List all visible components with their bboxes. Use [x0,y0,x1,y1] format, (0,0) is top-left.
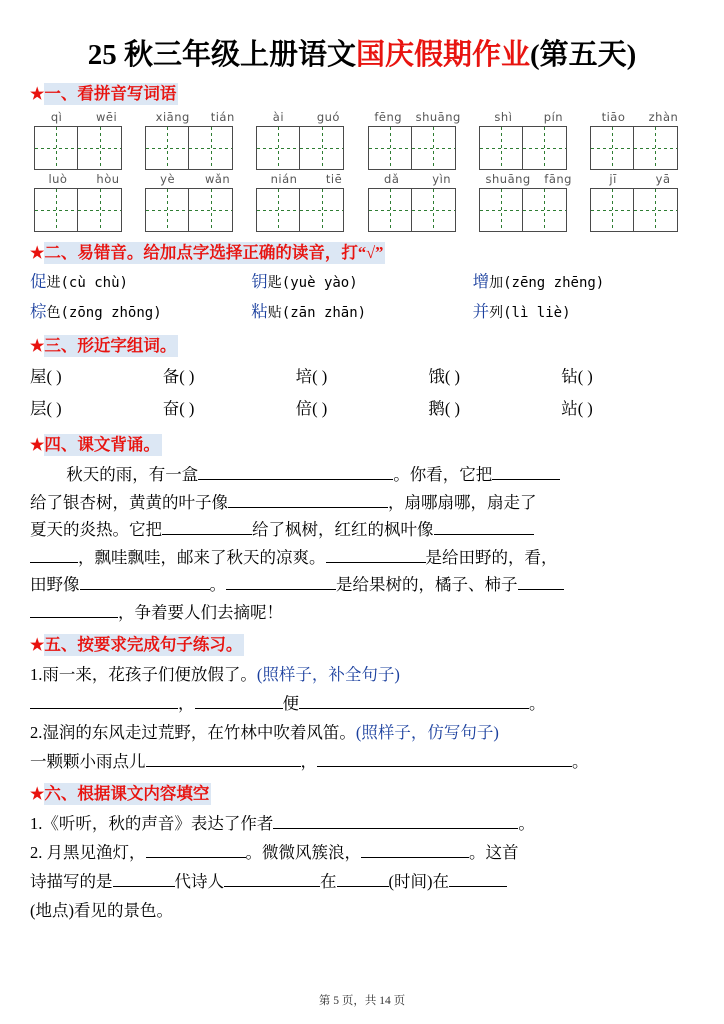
word-building-item[interactable]: 饿( ) [428,367,461,386]
pinyin-syllable: luò [48,172,68,186]
tianzi-box[interactable] [256,126,300,170]
pronunciation-row-2 [30,300,694,325]
pinyin-text [368,172,468,187]
target-char: 并 [472,302,490,321]
question-text: 雨一来，花孩子们便放假了。 [42,665,257,684]
pinyin-syllable: fāng [544,172,572,186]
pinyin-syllable: tiāo [601,110,626,124]
pinyin-text [145,172,245,187]
writing-boxes[interactable] [368,126,468,170]
tianzi-box[interactable] [590,126,634,170]
section-2-label: 二、易错音。给加点字选择正确的读音，打“√” [44,243,384,262]
writing-boxes[interactable] [590,188,690,232]
pinyin-syllable: xiāng [155,110,190,124]
target-char: 棕 [30,302,47,321]
pinyin-syllable: shuāng [415,110,461,124]
section-4-label: 四、课文背诵。 [44,435,160,454]
section-header-3 [30,335,694,358]
section-5-label: 五、按要求完成句子练习。 [44,635,243,654]
sentence-question-2 [30,719,694,746]
pronunciation-options[interactable]: 贴(zān zhān) [267,305,367,321]
pinyin-text [256,172,356,187]
recitation-text: 是给果树的，橘子、柿子 [336,575,518,594]
content-fill-2 [30,839,694,866]
answer-blank[interactable] [146,748,301,767]
pinyin-cell [368,172,468,232]
pinyin-syllable: shuāng [485,172,531,186]
section-header-5 [30,634,694,657]
writing-boxes[interactable] [34,126,134,170]
question-text: (时间)在 [388,872,449,891]
pinyin-text [145,110,245,125]
answer-punct: 。 [518,814,535,833]
target-char: 促 [30,272,47,291]
pinyin-syllable: jī [609,172,617,186]
pinyin-syllable: qì [50,110,63,124]
tianzi-box[interactable] [256,188,300,232]
answer-blank[interactable] [226,571,336,590]
answer-punct: 。 [529,694,546,713]
pinyin-syllable: yè [160,172,176,186]
tianzi-box[interactable] [634,188,678,232]
tianzi-box[interactable] [78,188,122,232]
answer-punct: ， [300,752,317,771]
pinyin-cell [34,172,134,232]
answer-blank[interactable] [113,868,175,887]
pinyin-syllable: pín [543,110,564,124]
tianzi-box[interactable] [34,126,78,170]
pinyin-cell [479,172,579,232]
pinyin-syllable: tiē [325,172,343,186]
pinyin-row-1 [30,110,694,170]
answer-blank[interactable] [162,516,252,535]
section-1-label: 一、看拼音写词语 [44,84,177,103]
target-char: 增 [472,272,490,291]
pinyin-text [590,110,690,125]
recitation-text: 。 [209,575,226,594]
pinyin-syllable: wǎn [204,172,231,186]
tianzi-box[interactable] [145,126,189,170]
target-char: 粘 [251,302,268,321]
writing-boxes[interactable] [145,126,245,170]
pronunciation-options[interactable]: 进(cù chù) [46,275,128,291]
answer-blank[interactable] [518,571,564,590]
recitation-text: 给了银杏树，黄黄的叶子像 [30,492,228,512]
recitation-paragraph [30,461,694,626]
section-header-2 [30,242,694,265]
pinyin-cell [590,172,690,232]
word-building-item[interactable]: 奋( ) [162,399,195,418]
pronunciation-options[interactable]: 匙(yuè yào) [267,275,358,291]
star-icon: ★ [30,786,45,803]
answer-blank[interactable] [30,599,118,618]
recitation-text: 夏天的炎热。它把 [30,520,162,539]
star-icon: ★ [30,338,45,355]
pronunciation-item[interactable] [30,300,251,325]
tianzi-box[interactable] [479,126,523,170]
section-6-label: 六、根据课文内容填空 [44,784,210,803]
answer-blank[interactable] [434,516,534,535]
tianzi-box[interactable] [368,188,412,232]
writing-boxes[interactable] [368,188,468,232]
pinyin-syllable: yìn [432,172,452,186]
pinyin-row-2 [30,172,694,232]
page-footer: 第 5 页，共 14 页 [318,995,406,1007]
answer-blank[interactable] [198,461,393,480]
tianzi-box[interactable] [523,188,567,232]
recitation-text: 田野像 [30,575,80,594]
answer-blank[interactable] [273,810,518,829]
word-building-row-1 [30,362,694,392]
pinyin-cell [256,172,356,232]
question-number: 2. [30,723,43,742]
pronunciation-item[interactable] [473,300,694,325]
recitation-text: 。你看，它把 [393,465,493,484]
tianzi-box[interactable] [479,188,523,232]
pinyin-text [479,172,579,187]
section-header-6 [30,783,694,806]
answer-punct: ， [178,694,195,713]
question-text: 诗描写的是 [30,872,113,891]
pinyin-syllable: wēi [95,110,118,124]
pinyin-syllable: nián [270,172,298,186]
question-text: 代诗人 [174,872,224,891]
title-highlight: 国庆假期作业 [355,39,530,71]
writing-boxes[interactable] [479,188,579,232]
answer-blank[interactable] [492,461,560,480]
answer-blank[interactable] [449,868,507,887]
question-text: (地点)看见的景色。 [30,901,173,920]
recitation-text: 给了枫树，红红的枫叶像 [252,520,434,539]
answer-blank[interactable] [30,690,178,709]
content-fill-1 [30,810,694,837]
answer-blank[interactable] [361,839,469,858]
recitation-text: 秋天的雨，有一盒 [66,465,199,484]
answer-blank[interactable] [195,690,283,709]
title-suffix: (第五天) [529,39,637,71]
pinyin-cell [145,110,245,170]
section-header-1 [30,83,694,106]
recitation-text: ，扇哪扇哪，扇走了 [388,492,537,512]
answer-word: 便 [282,694,299,713]
writing-boxes[interactable] [479,126,579,170]
question-text: 在 [320,872,337,891]
tianzi-box[interactable] [412,188,456,232]
answer-blank[interactable] [299,690,529,709]
section-3-label: 三、形近字组词。 [44,336,177,355]
tianzi-box[interactable] [634,126,678,170]
answer-prefix: 一颗颗小雨点儿 [30,752,146,771]
answer-blank[interactable] [30,544,78,563]
pinyin-syllable: guó [316,110,340,124]
pinyin-syllable: hòu [96,172,120,186]
answer-blank[interactable] [326,544,426,563]
pinyin-cell [368,110,468,170]
tianzi-box[interactable] [368,126,412,170]
star-icon: ★ [30,437,45,454]
word-building-item[interactable]: 层( ) [30,399,62,418]
pinyin-syllable: tián [210,110,235,124]
tianzi-box[interactable] [78,126,122,170]
recitation-text: 是给田野的，看， [425,547,558,567]
answer-blank[interactable] [224,868,320,887]
pinyin-syllable: fēng [374,110,403,124]
word-building-item[interactable]: 备( ) [162,367,195,386]
tianzi-box[interactable] [145,188,189,232]
pinyin-syllable: zhàn [648,110,679,124]
pronunciation-options[interactable]: 列(lì liè) [489,305,571,321]
tianzi-box[interactable] [300,188,344,232]
answer-blank[interactable] [146,839,246,858]
recitation-text: ，飘哇飘哇，邮来了秋天的凉爽。 [78,547,326,567]
question-text: 。这首 [469,843,519,862]
word-building-row-2 [30,394,694,424]
page-title [30,32,694,73]
pinyin-text [34,110,134,125]
content-fill-4 [30,897,694,924]
tianzi-box[interactable] [523,126,567,170]
word-building-item[interactable]: 鹅( ) [428,399,461,418]
pinyin-cell [34,110,134,170]
answer-blank[interactable] [228,489,388,508]
word-building-item[interactable]: 倍( ) [295,399,328,418]
content-fill-3 [30,868,694,895]
pinyin-cell [256,110,356,170]
pinyin-text [256,110,356,125]
pinyin-text [590,172,690,187]
pronunciation-item[interactable] [251,270,472,295]
word-building-item[interactable]: 培( ) [295,367,328,386]
sentence-question-1 [30,661,694,688]
tianzi-box[interactable] [189,126,233,170]
writing-boxes[interactable] [256,188,356,232]
question-text: 湿润的东风走过荒野，在竹林中吹着风笛。 [42,723,356,742]
pinyin-text [479,110,579,125]
pronunciation-item[interactable] [251,300,472,325]
pinyin-text [34,172,134,187]
tianzi-box[interactable] [412,126,456,170]
pronunciation-row-1 [30,270,694,295]
pinyin-syllable: yā [655,172,671,186]
pinyin-syllable: shì [494,110,513,124]
star-icon: ★ [30,86,45,103]
pronunciation-item[interactable] [30,270,251,295]
word-building-item[interactable]: 钻( ) [561,367,593,386]
question-text: 1.《听听，秋的声音》表达了作者 [30,814,274,833]
answer-blank[interactable] [80,571,210,590]
tianzi-box[interactable] [34,188,78,232]
answer-blank[interactable] [317,748,572,767]
tianzi-box[interactable] [189,188,233,232]
pinyin-cell [145,172,245,232]
pinyin-syllable: ài [272,110,285,124]
tianzi-box[interactable] [300,126,344,170]
pronunciation-options[interactable]: 加(zēng zhēng) [489,275,605,291]
pinyin-text [368,110,468,125]
question-text: 。微微风簇浪， [245,843,361,862]
recitation-text: ，争着要人们去摘呢！ [118,602,283,622]
question-text: 2. 月黑见渔灯， [30,843,146,862]
section-header-4 [30,434,694,457]
writing-boxes[interactable] [34,188,134,232]
question-hint: (照样子，补全句子) [256,665,400,684]
sentence-answer-2 [30,748,694,775]
writing-boxes[interactable] [256,126,356,170]
pronunciation-options[interactable]: 色(zōng zhōng) [46,305,162,321]
star-icon: ★ [30,245,45,262]
pinyin-cell [590,110,690,170]
question-number: 1. [30,665,43,684]
title-prefix: 25 秋三年级上册语文 [87,39,356,71]
word-building-item[interactable]: 屋( ) [30,367,62,386]
word-building-item[interactable]: 站( ) [561,399,593,418]
pronunciation-item[interactable] [473,270,694,295]
question-hint: (照样子，仿写句子) [355,723,499,742]
sentence-answer-1 [30,690,694,717]
pinyin-syllable: dǎ [384,172,400,186]
tianzi-box[interactable] [590,188,634,232]
target-char: 钥 [251,272,268,291]
writing-boxes[interactable] [590,126,690,170]
star-icon: ★ [30,637,45,654]
answer-punct: 。 [572,752,589,771]
pinyin-cell [479,110,579,170]
answer-blank[interactable] [337,868,389,887]
writing-boxes[interactable] [145,188,245,232]
